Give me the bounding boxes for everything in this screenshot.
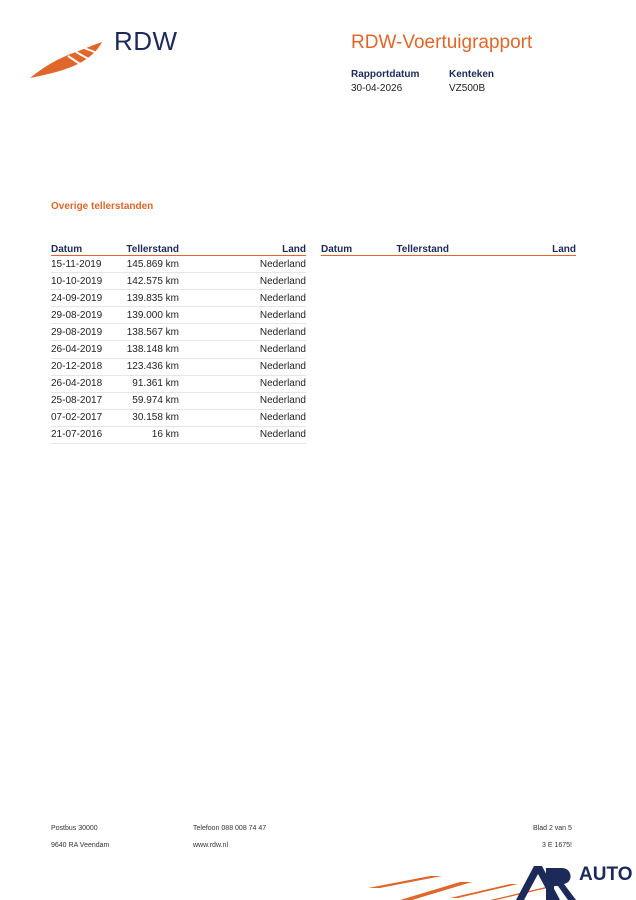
col-datum: Datum xyxy=(321,242,391,256)
cell-land: Nederland xyxy=(179,392,306,409)
table-header-row xyxy=(321,242,576,256)
readings-table-right xyxy=(321,242,576,256)
cell-tellerstand: 139.000 km xyxy=(121,307,179,324)
table-row xyxy=(51,307,306,324)
cell-tellerstand: 138.567 km xyxy=(121,324,179,341)
cell-tellerstand: 16 km xyxy=(121,426,179,443)
cell-datum: 26-04-2018 xyxy=(51,375,121,392)
table-header-row xyxy=(51,242,306,256)
rapportdatum-label: Rapportdatum xyxy=(351,69,420,80)
table-row xyxy=(51,273,306,290)
rdw-logo-icon xyxy=(28,40,104,80)
col-land: Land xyxy=(449,242,576,256)
report-title: RDW-Voertuigrapport xyxy=(351,32,533,53)
col-tellerstand: Tellerstand xyxy=(121,242,179,256)
cell-datum: 10-10-2019 xyxy=(51,273,121,290)
cell-land: Nederland xyxy=(179,341,306,358)
cell-land: Nederland xyxy=(179,358,306,375)
cell-land: Nederland xyxy=(179,409,306,426)
cell-land: Nederland xyxy=(179,290,306,307)
cell-land: Nederland xyxy=(179,256,306,273)
cell-datum: 24-09-2019 xyxy=(51,290,121,307)
cell-tellerstand: 142.575 km xyxy=(121,273,179,290)
table-row xyxy=(51,358,306,375)
cell-tellerstand: 30.158 km xyxy=(121,409,179,426)
table-row xyxy=(51,375,306,392)
cell-tellerstand: 139.835 km xyxy=(121,290,179,307)
footer-website[interactable]: www.rdw.nl xyxy=(193,842,229,849)
readings-table xyxy=(51,242,306,444)
cell-datum: 29-08-2019 xyxy=(51,324,121,341)
cell-land: Nederland xyxy=(179,324,306,341)
cell-land: Nederland xyxy=(179,375,306,392)
table-row xyxy=(51,341,306,358)
footer-page: Blad 2 van 5 xyxy=(533,825,572,832)
footer-address: 9640 RA Veendam xyxy=(51,842,110,849)
table-row xyxy=(51,409,306,426)
cell-tellerstand: 145.869 km xyxy=(121,256,179,273)
table-row xyxy=(51,426,306,443)
footer-code: 3 E 1675! xyxy=(542,842,572,849)
col-land: Land xyxy=(179,242,306,256)
watermark-text: AUTO xyxy=(579,864,633,885)
col-tellerstand: Tellerstand xyxy=(391,242,449,256)
cell-datum: 07-02-2017 xyxy=(51,409,121,426)
cell-tellerstand: 59.974 km xyxy=(121,392,179,409)
cell-land: Nederland xyxy=(179,426,306,443)
cell-datum: 29-08-2019 xyxy=(51,307,121,324)
kenteken-label: Kenteken xyxy=(449,69,495,80)
table-row xyxy=(51,392,306,409)
cell-datum: 21-07-2016 xyxy=(51,426,121,443)
logo-text: RDW xyxy=(114,26,178,56)
col-datum: Datum xyxy=(51,242,121,256)
table-row xyxy=(51,324,306,341)
cell-land: Nederland xyxy=(179,307,306,324)
section-title: Overige tellerstanden xyxy=(51,201,154,212)
cell-datum: 25-08-2017 xyxy=(51,392,121,409)
cell-tellerstand: 138.148 km xyxy=(121,341,179,358)
cell-datum: 20-12-2018 xyxy=(51,358,121,375)
cell-datum: 15-11-2019 xyxy=(51,256,121,273)
table-row xyxy=(51,256,306,273)
rapportdatum-value: 30-04-2026 xyxy=(351,83,403,94)
ar-watermark-icon xyxy=(512,860,578,900)
kenteken-value: VZ500B xyxy=(449,83,486,94)
cell-tellerstand: 91.361 km xyxy=(121,375,179,392)
cell-datum: 26-04-2019 xyxy=(51,341,121,358)
footer-postbus: Postbus 30000 xyxy=(51,825,98,832)
cell-tellerstand: 123.436 km xyxy=(121,358,179,375)
cell-land: Nederland xyxy=(179,273,306,290)
table-row xyxy=(51,290,306,307)
footer-telefoon: Telefoon 088 008 74 47 xyxy=(193,825,267,832)
